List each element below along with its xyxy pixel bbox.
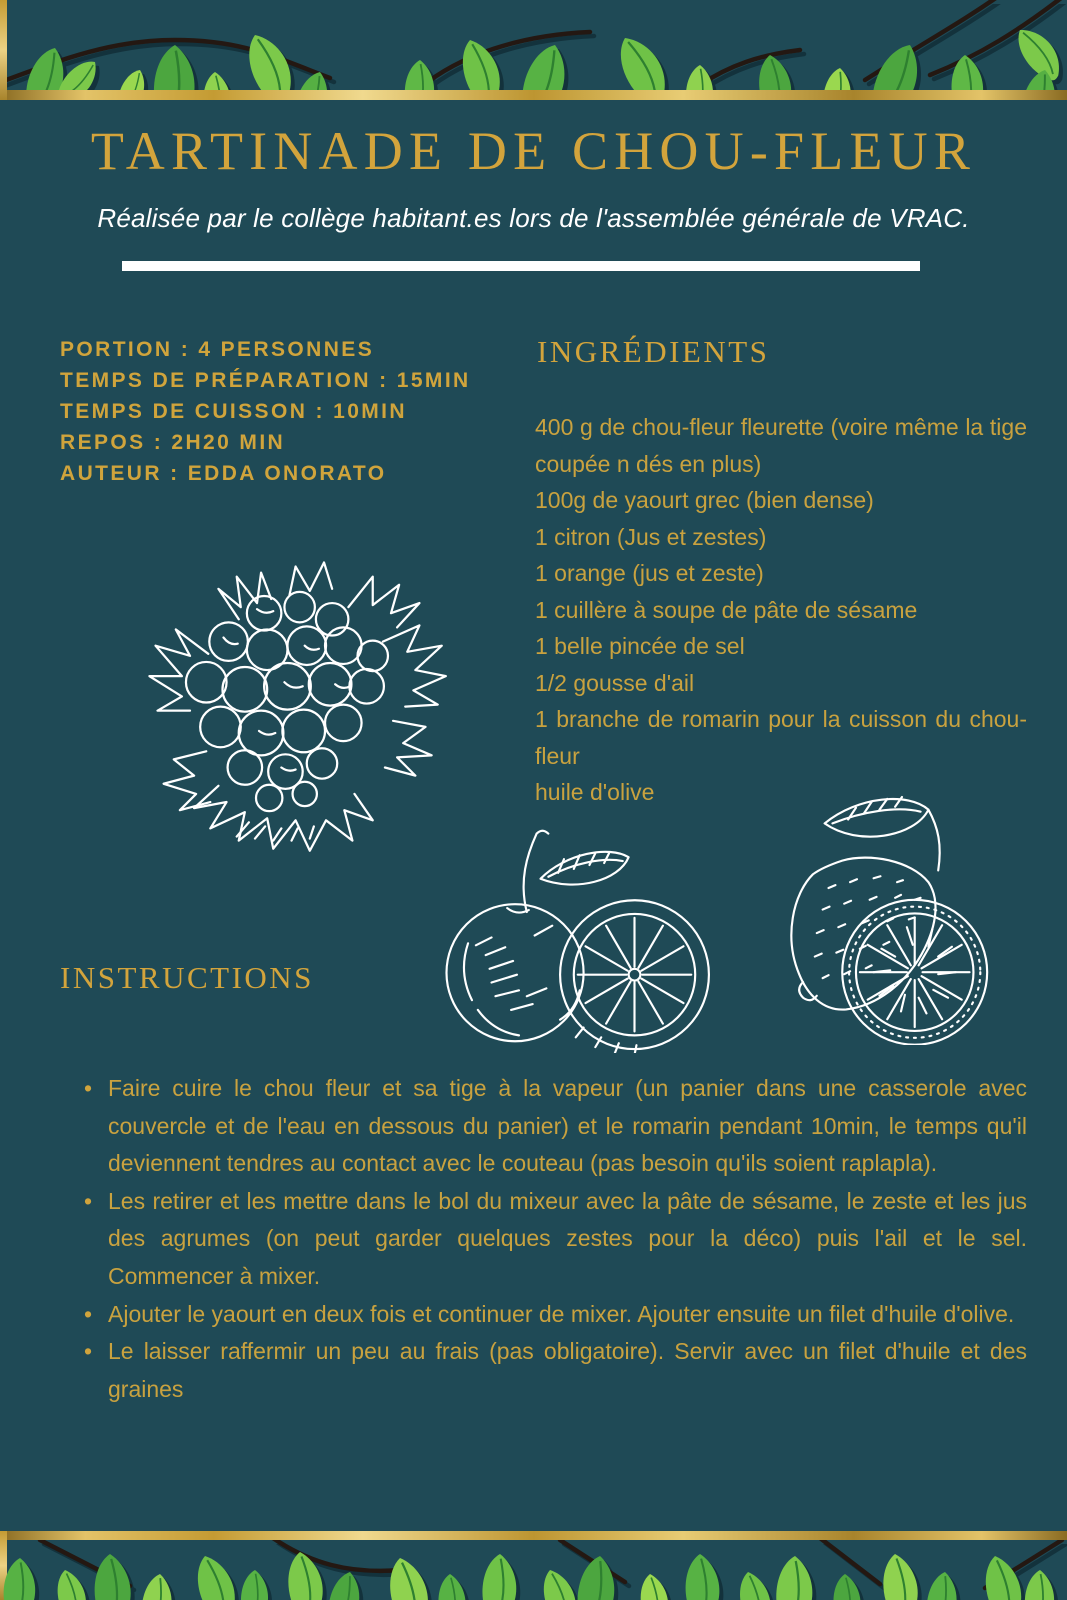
ingredient-item: 1 orange (jus et zeste) — [535, 560, 764, 586]
gold-border-bottom — [0, 1531, 1067, 1540]
cauliflower-illustration — [92, 532, 487, 867]
ingredient-item: 400 g de chou-fleur fleurette (voire même la tige coupée n dés en plus) — [535, 414, 1027, 477]
ingredient-item: 1 cuillère à soupe de pâte de sésame — [535, 596, 918, 623]
instruction-step: • Faire cuire le chou fleur et sa tige à la vapeur (un panier dans une casserole avec couvercle et de l'eau en dessous du panier) et le romarin pendant 10min, le temps qu'il deviennent tendres au contact avec le couteau (pas besoin qu'ils soient raplapla). — [82, 1070, 1027, 1183]
instruction-step: • Les retirer et les mettre dans le bol du mixeur avec la pâte de sésame, le zeste et les jus des agrumes (on peut garder quelques zestes pour la déco) puis l'ail et le sel. Commencer à mixer. — [82, 1183, 1027, 1296]
ingredient-item: huile d'olive — [535, 779, 655, 805]
leaf-border-top-illustration — [0, 0, 1067, 90]
divider-rule — [122, 261, 920, 271]
meta-line-rest-time: REPOS : 2H20 MIN — [60, 431, 286, 454]
ingredient-item: 1 citron (Jus et zestes) — [535, 523, 767, 550]
meta-line-prep-time: TEMPS DE PRÉPARATION : 15MIN — [60, 369, 471, 392]
meta-line-portion: PORTION : 4 PERSONNES — [60, 338, 375, 361]
page-title: TARTINADE DE CHOU-FLEUR — [90, 121, 977, 181]
ingredient-item: 1 branche de romarin pour la cuisson du chou-fleur — [535, 706, 1027, 769]
gold-border-top — [0, 90, 1067, 100]
leaf-border-bottom-illustration — [0, 1540, 1067, 1600]
meta-line-cook-time: TEMPS DE CUISSON : 10MIN — [60, 400, 407, 423]
meta-line-author: AUTEUR : EDDA ONORATO — [60, 462, 387, 485]
recipe-meta — [60, 334, 471, 489]
ingredient-item: 100g de yaourt grec (bien dense) — [535, 487, 874, 513]
instructions-list — [82, 1070, 1027, 1408]
instruction-step: • Le laisser raffermir un peu au frais (pas obligatoire). Servir avec un filet d'huile et des graines — [82, 1333, 1027, 1408]
page-subtitle: Réalisée par le collège habitant.es lors de l'assemblée générale de VRAC. — [97, 203, 970, 233]
lemon-illustration — [760, 780, 995, 1045]
instructions-heading: INSTRUCTIONS — [60, 960, 314, 995]
ingredient-item: 1/2 gousse d'ail — [535, 669, 695, 696]
instruction-step: • Ajouter le yaourt en deux fois et continuer de mixer. Ajouter ensuite un filet d'huile d'olive. — [82, 1296, 1027, 1334]
ingredient-item: 1 belle pincée de sel — [535, 633, 745, 659]
orange-illustration — [414, 818, 714, 1053]
ingredients-heading: INGRÉDIENTS — [537, 334, 770, 369]
ingredients-list — [535, 409, 1027, 811]
gold-border-left-top — [0, 0, 7, 100]
